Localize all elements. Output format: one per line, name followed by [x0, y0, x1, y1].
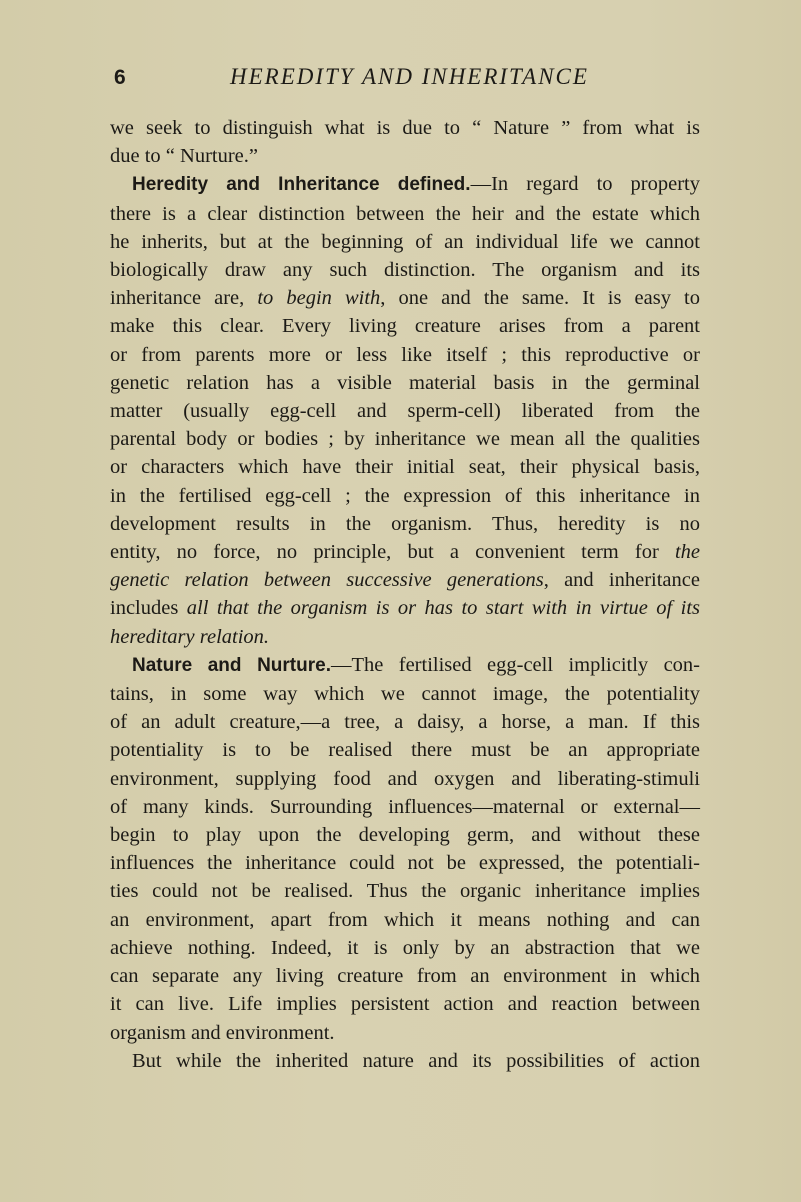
section-heading-nature-nurture: Nature and Nurture. — [132, 654, 331, 676]
text-line: we seek to distinguish what is due to “ Nature ” from what is — [110, 117, 700, 139]
text-line: can separate any living creature from an environment in which — [110, 965, 700, 988]
emphasis: genetic relation between successive generations — [110, 569, 544, 592]
text-line: matter (usually egg-cell and sperm-cell) liberated from the — [110, 400, 700, 423]
text-line: development results in the organism. Thus, heredity is no — [110, 512, 700, 535]
paragraph-heredity-defined — [110, 170, 700, 650]
text-line: influences the inheritance could not be expressed, the potentiali- — [110, 852, 700, 875]
emphasis: hereditary relation. — [110, 625, 270, 648]
text-line: an environment, apart from which it means nothing and can — [110, 908, 700, 931]
text-line: make this clear. Every living creature arises from a parent — [110, 315, 700, 338]
text-line: But while the inherited nature and its possibilities of action — [132, 1049, 700, 1072]
emphasis: to begin with — [257, 287, 381, 310]
emphasis: all that the organism is or has to start with in virtue of its — [186, 597, 700, 620]
text-line: or characters which have their initial seat, their physical basis, — [110, 456, 700, 479]
text-line: includes all that the organism is or has to start with in virtue of its — [110, 597, 700, 620]
text-line: of an adult creature,—a tree, a daisy, a horse, a man. If this — [110, 711, 700, 734]
text-line: biologically draw any such distinction. The organism and its — [110, 259, 700, 282]
text-line: genetic relation between successive generations, and inheritance — [110, 569, 700, 592]
text-line: or from parents more or less like itself ; this reproductive or — [110, 343, 700, 366]
text-line: parental body or bodies ; by inheritance we mean all the qualities — [110, 428, 700, 451]
running-head — [112, 62, 652, 102]
text-line: it can live. Life implies persistent action and reaction between — [110, 993, 700, 1016]
text-line: potentiality is to be realised there must be an appropriate — [110, 739, 700, 762]
text-line: due to “ Nurture.” — [110, 145, 258, 168]
page-number: 6 — [114, 66, 126, 89]
text-line: organism and environment. — [110, 1021, 335, 1044]
text-line: in the fertilised egg-cell ; the expression of this inheritance in — [110, 484, 700, 507]
text-line — [110, 623, 700, 651]
text-line: he inherits, but at the beginning of an individual life we cannot — [110, 230, 700, 253]
text-line: environment, supplying food and oxygen and liberating-stimuli — [110, 767, 700, 790]
text-line: of many kinds. Surrounding influences—maternal or external— — [110, 795, 700, 818]
running-title: HEREDITY AND INHERITANCE — [230, 64, 589, 89]
paragraph-nature-and-nurture — [110, 651, 700, 1047]
text-line: Heredity and Inheritance defined.—In regard to property — [132, 173, 701, 196]
body-text — [110, 114, 700, 1075]
text-line: achieve nothing. Indeed, it is only by an abstraction that we — [110, 936, 700, 959]
paragraph-nature-nurture-intro — [110, 114, 700, 170]
emphasis: the — [674, 541, 700, 564]
text-line: begin to play upon the developing germ, and without these — [110, 824, 700, 847]
section-heading-heredity: Heredity and Inheritance defined. — [132, 174, 471, 196]
text-line: ties could not be realised. Thus the organic inheritance implies — [110, 880, 700, 903]
text-line: genetic relation has a visible material basis in the germinal — [110, 371, 700, 394]
text-line: inheritance are, to begin with, one and the same. It is easy to — [110, 287, 700, 310]
text-line: Nature and Nurture.—The fertilised egg-cell implicitly con- — [132, 653, 700, 676]
text-line: tains, in some way which we cannot image, the potentiality — [110, 683, 700, 706]
text-line: there is a clear distinction between the heir and the estate which — [110, 202, 700, 225]
text-line: entity, no force, no principle, but a convenient term for the — [110, 541, 700, 564]
paragraph-but-while — [110, 1047, 700, 1075]
